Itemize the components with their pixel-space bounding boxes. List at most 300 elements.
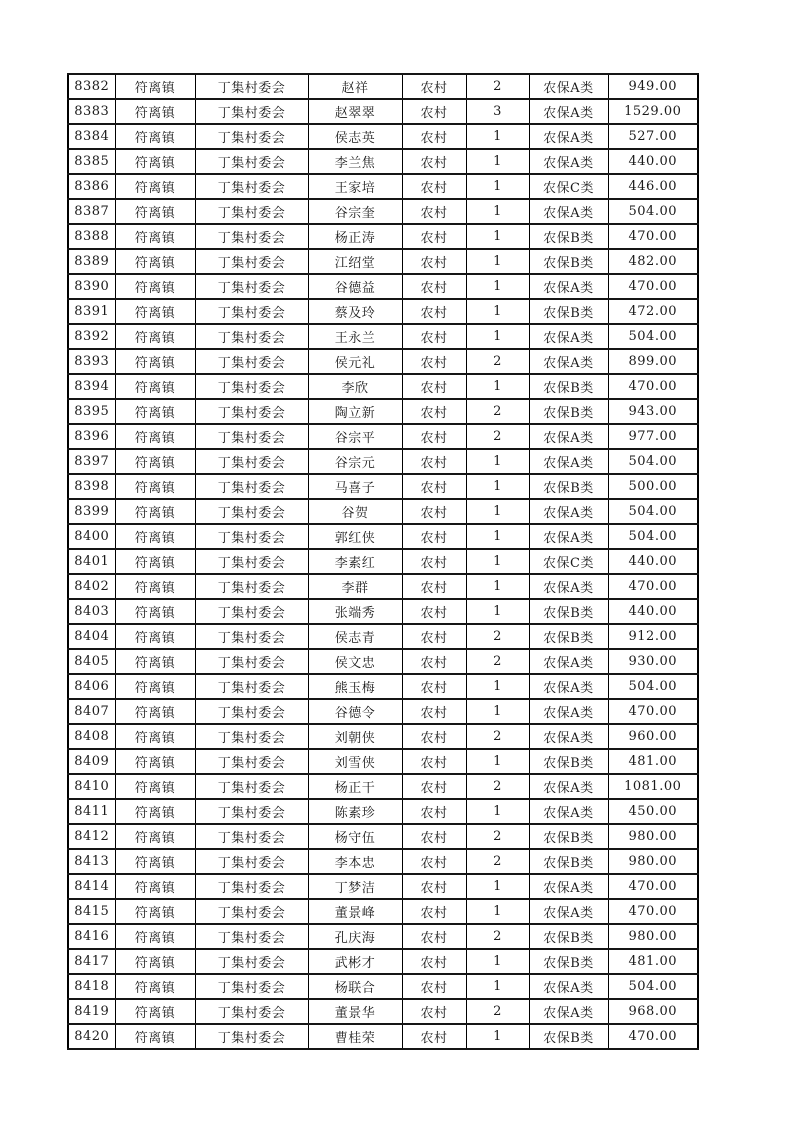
cell-person-name: 刘雪侠 xyxy=(308,749,402,774)
table-row xyxy=(68,624,698,649)
cell-person-count: 3 xyxy=(466,99,529,124)
cell-person-name: 李欣 xyxy=(308,374,402,399)
cell-insurance-category: 农保A类 xyxy=(529,99,608,124)
cell-person-name: 江绍堂 xyxy=(308,249,402,274)
cell-record-id: 8390 xyxy=(68,274,115,299)
table-row xyxy=(68,374,698,399)
cell-town: 符离镇 xyxy=(115,774,195,799)
cell-town: 符离镇 xyxy=(115,1024,195,1049)
cell-amount: 980.00 xyxy=(608,849,698,874)
cell-residence-type: 农村 xyxy=(402,199,466,224)
cell-town: 符离镇 xyxy=(115,124,195,149)
cell-town: 符离镇 xyxy=(115,74,195,99)
cell-residence-type: 农村 xyxy=(402,499,466,524)
cell-person-name: 王家培 xyxy=(308,174,402,199)
cell-insurance-category: 农保A类 xyxy=(529,449,608,474)
cell-insurance-category: 农保A类 xyxy=(529,724,608,749)
cell-record-id: 8410 xyxy=(68,774,115,799)
cell-village-committee: 丁集村委会 xyxy=(195,849,308,874)
cell-village-committee: 丁集村委会 xyxy=(195,374,308,399)
cell-town: 符离镇 xyxy=(115,199,195,224)
cell-person-count: 1 xyxy=(466,199,529,224)
cell-village-committee: 丁集村委会 xyxy=(195,549,308,574)
cell-amount: 470.00 xyxy=(608,699,698,724)
cell-village-committee: 丁集村委会 xyxy=(195,924,308,949)
cell-village-committee: 丁集村委会 xyxy=(195,824,308,849)
cell-residence-type: 农村 xyxy=(402,874,466,899)
table-row xyxy=(68,799,698,824)
cell-amount: 960.00 xyxy=(608,724,698,749)
cell-person-count: 1 xyxy=(466,699,529,724)
cell-village-committee: 丁集村委会 xyxy=(195,749,308,774)
cell-town: 符离镇 xyxy=(115,474,195,499)
table-row xyxy=(68,299,698,324)
table-row xyxy=(68,824,698,849)
cell-amount: 1529.00 xyxy=(608,99,698,124)
cell-person-count: 1 xyxy=(466,149,529,174)
cell-person-name: 李群 xyxy=(308,574,402,599)
cell-record-id: 8395 xyxy=(68,399,115,424)
cell-insurance-category: 农保A类 xyxy=(529,349,608,374)
cell-residence-type: 农村 xyxy=(402,399,466,424)
cell-village-committee: 丁集村委会 xyxy=(195,899,308,924)
cell-insurance-category: 农保C类 xyxy=(529,174,608,199)
table-row xyxy=(68,199,698,224)
cell-record-id: 8419 xyxy=(68,999,115,1024)
cell-town: 符离镇 xyxy=(115,299,195,324)
cell-residence-type: 农村 xyxy=(402,899,466,924)
cell-village-committee: 丁集村委会 xyxy=(195,574,308,599)
cell-person-count: 2 xyxy=(466,399,529,424)
cell-person-name: 谷贺 xyxy=(308,499,402,524)
table-row xyxy=(68,899,698,924)
cell-residence-type: 农村 xyxy=(402,599,466,624)
table-row xyxy=(68,99,698,124)
cell-record-id: 8407 xyxy=(68,699,115,724)
cell-residence-type: 农村 xyxy=(402,549,466,574)
cell-village-committee: 丁集村委会 xyxy=(195,199,308,224)
cell-record-id: 8418 xyxy=(68,974,115,999)
cell-town: 符离镇 xyxy=(115,899,195,924)
cell-person-count: 1 xyxy=(466,274,529,299)
cell-record-id: 8397 xyxy=(68,449,115,474)
cell-insurance-category: 农保B类 xyxy=(529,399,608,424)
cell-town: 符离镇 xyxy=(115,624,195,649)
cell-town: 符离镇 xyxy=(115,424,195,449)
cell-record-id: 8398 xyxy=(68,474,115,499)
cell-village-committee: 丁集村委会 xyxy=(195,449,308,474)
cell-insurance-category: 农保A类 xyxy=(529,674,608,699)
cell-person-count: 1 xyxy=(466,949,529,974)
cell-person-count: 1 xyxy=(466,574,529,599)
cell-amount: 470.00 xyxy=(608,374,698,399)
table-row xyxy=(68,249,698,274)
cell-amount: 504.00 xyxy=(608,974,698,999)
cell-person-count: 1 xyxy=(466,799,529,824)
cell-person-count: 1 xyxy=(466,749,529,774)
table-row xyxy=(68,874,698,899)
cell-person-name: 熊玉梅 xyxy=(308,674,402,699)
cell-person-name: 陈素珍 xyxy=(308,799,402,824)
table-row xyxy=(68,574,698,599)
cell-amount: 899.00 xyxy=(608,349,698,374)
cell-insurance-category: 农保A类 xyxy=(529,424,608,449)
cell-person-name: 谷宗奎 xyxy=(308,199,402,224)
cell-person-count: 2 xyxy=(466,624,529,649)
cell-residence-type: 农村 xyxy=(402,299,466,324)
cell-town: 符离镇 xyxy=(115,349,195,374)
cell-person-name: 李本忠 xyxy=(308,849,402,874)
cell-residence-type: 农村 xyxy=(402,424,466,449)
cell-person-count: 2 xyxy=(466,349,529,374)
cell-town: 符离镇 xyxy=(115,574,195,599)
cell-amount: 450.00 xyxy=(608,799,698,824)
cell-residence-type: 农村 xyxy=(402,849,466,874)
cell-insurance-category: 农保A类 xyxy=(529,199,608,224)
cell-residence-type: 农村 xyxy=(402,949,466,974)
table-row xyxy=(68,849,698,874)
cell-village-committee: 丁集村委会 xyxy=(195,399,308,424)
cell-record-id: 8387 xyxy=(68,199,115,224)
cell-town: 符离镇 xyxy=(115,249,195,274)
table-row xyxy=(68,349,698,374)
cell-amount: 472.00 xyxy=(608,299,698,324)
cell-person-count: 1 xyxy=(466,474,529,499)
cell-person-name: 谷德令 xyxy=(308,699,402,724)
cell-insurance-category: 农保A类 xyxy=(529,74,608,99)
cell-amount: 949.00 xyxy=(608,74,698,99)
cell-person-count: 1 xyxy=(466,874,529,899)
cell-person-count: 1 xyxy=(466,374,529,399)
cell-residence-type: 农村 xyxy=(402,674,466,699)
cell-residence-type: 农村 xyxy=(402,649,466,674)
cell-village-committee: 丁集村委会 xyxy=(195,299,308,324)
cell-town: 符离镇 xyxy=(115,749,195,774)
cell-village-committee: 丁集村委会 xyxy=(195,874,308,899)
cell-town: 符离镇 xyxy=(115,974,195,999)
cell-person-count: 1 xyxy=(466,499,529,524)
cell-record-id: 8414 xyxy=(68,874,115,899)
cell-record-id: 8417 xyxy=(68,949,115,974)
cell-record-id: 8393 xyxy=(68,349,115,374)
table-row xyxy=(68,124,698,149)
cell-town: 符离镇 xyxy=(115,499,195,524)
cell-record-id: 8411 xyxy=(68,799,115,824)
cell-residence-type: 农村 xyxy=(402,174,466,199)
cell-person-name: 赵祥 xyxy=(308,74,402,99)
cell-person-name: 陶立新 xyxy=(308,399,402,424)
cell-town: 符离镇 xyxy=(115,799,195,824)
cell-person-count: 2 xyxy=(466,774,529,799)
cell-amount: 504.00 xyxy=(608,524,698,549)
cell-residence-type: 农村 xyxy=(402,274,466,299)
cell-record-id: 8392 xyxy=(68,324,115,349)
cell-residence-type: 农村 xyxy=(402,724,466,749)
cell-amount: 446.00 xyxy=(608,174,698,199)
cell-amount: 504.00 xyxy=(608,199,698,224)
cell-residence-type: 农村 xyxy=(402,324,466,349)
cell-insurance-category: 农保A类 xyxy=(529,699,608,724)
cell-town: 符离镇 xyxy=(115,324,195,349)
cell-record-id: 8383 xyxy=(68,99,115,124)
cell-amount: 470.00 xyxy=(608,274,698,299)
cell-insurance-category: 农保A类 xyxy=(529,499,608,524)
cell-person-name: 谷宗平 xyxy=(308,424,402,449)
cell-residence-type: 农村 xyxy=(402,124,466,149)
cell-amount: 980.00 xyxy=(608,924,698,949)
table-row xyxy=(68,774,698,799)
cell-residence-type: 农村 xyxy=(402,374,466,399)
table-row xyxy=(68,224,698,249)
cell-village-committee: 丁集村委会 xyxy=(195,424,308,449)
cell-person-name: 侯元礼 xyxy=(308,349,402,374)
cell-village-committee: 丁集村委会 xyxy=(195,249,308,274)
cell-residence-type: 农村 xyxy=(402,624,466,649)
cell-town: 符离镇 xyxy=(115,174,195,199)
cell-person-name: 杨联合 xyxy=(308,974,402,999)
cell-record-id: 8420 xyxy=(68,1024,115,1049)
cell-insurance-category: 农保B类 xyxy=(529,599,608,624)
table-row xyxy=(68,274,698,299)
table-row xyxy=(68,999,698,1024)
cell-person-count: 1 xyxy=(466,1024,529,1049)
cell-person-name: 侯志英 xyxy=(308,124,402,149)
cell-insurance-category: 农保A类 xyxy=(529,274,608,299)
cell-village-committee: 丁集村委会 xyxy=(195,674,308,699)
cell-town: 符离镇 xyxy=(115,949,195,974)
cell-village-committee: 丁集村委会 xyxy=(195,224,308,249)
cell-town: 符离镇 xyxy=(115,274,195,299)
cell-person-name: 杨守伍 xyxy=(308,824,402,849)
cell-person-count: 1 xyxy=(466,549,529,574)
cell-person-count: 1 xyxy=(466,899,529,924)
cell-person-name: 王永兰 xyxy=(308,324,402,349)
cell-town: 符离镇 xyxy=(115,374,195,399)
cell-person-name: 侯文忠 xyxy=(308,649,402,674)
cell-insurance-category: 农保B类 xyxy=(529,849,608,874)
cell-record-id: 8389 xyxy=(68,249,115,274)
cell-town: 符离镇 xyxy=(115,99,195,124)
table-row xyxy=(68,949,698,974)
cell-amount: 504.00 xyxy=(608,449,698,474)
cell-insurance-category: 农保B类 xyxy=(529,474,608,499)
table-row xyxy=(68,549,698,574)
cell-town: 符离镇 xyxy=(115,724,195,749)
cell-amount: 440.00 xyxy=(608,149,698,174)
table-row xyxy=(68,699,698,724)
table-row xyxy=(68,924,698,949)
cell-record-id: 8400 xyxy=(68,524,115,549)
cell-village-committee: 丁集村委会 xyxy=(195,174,308,199)
cell-insurance-category: 农保A类 xyxy=(529,324,608,349)
cell-village-committee: 丁集村委会 xyxy=(195,649,308,674)
table-row xyxy=(68,649,698,674)
cell-town: 符离镇 xyxy=(115,399,195,424)
table-row xyxy=(68,324,698,349)
cell-town: 符离镇 xyxy=(115,549,195,574)
cell-record-id: 8391 xyxy=(68,299,115,324)
cell-amount: 470.00 xyxy=(608,1024,698,1049)
cell-person-count: 1 xyxy=(466,974,529,999)
cell-person-name: 赵翠翠 xyxy=(308,99,402,124)
cell-insurance-category: 农保B类 xyxy=(529,924,608,949)
cell-person-count: 2 xyxy=(466,424,529,449)
cell-person-count: 1 xyxy=(466,599,529,624)
cell-person-name: 谷宗元 xyxy=(308,449,402,474)
cell-amount: 977.00 xyxy=(608,424,698,449)
cell-village-committee: 丁集村委会 xyxy=(195,599,308,624)
cell-amount: 481.00 xyxy=(608,949,698,974)
cell-village-committee: 丁集村委会 xyxy=(195,524,308,549)
cell-amount: 504.00 xyxy=(608,674,698,699)
cell-insurance-category: 农保A类 xyxy=(529,799,608,824)
cell-residence-type: 农村 xyxy=(402,749,466,774)
cell-person-count: 1 xyxy=(466,124,529,149)
cell-village-committee: 丁集村委会 xyxy=(195,99,308,124)
cell-record-id: 8403 xyxy=(68,599,115,624)
cell-amount: 481.00 xyxy=(608,749,698,774)
cell-town: 符离镇 xyxy=(115,924,195,949)
cell-town: 符离镇 xyxy=(115,674,195,699)
payment-roster-table xyxy=(67,73,699,1050)
cell-village-committee: 丁集村委会 xyxy=(195,799,308,824)
cell-amount: 504.00 xyxy=(608,499,698,524)
cell-village-committee: 丁集村委会 xyxy=(195,699,308,724)
cell-residence-type: 农村 xyxy=(402,149,466,174)
table-row xyxy=(68,399,698,424)
cell-village-committee: 丁集村委会 xyxy=(195,974,308,999)
cell-amount: 930.00 xyxy=(608,649,698,674)
cell-residence-type: 农村 xyxy=(402,1024,466,1049)
cell-amount: 470.00 xyxy=(608,224,698,249)
cell-insurance-category: 农保A类 xyxy=(529,899,608,924)
cell-person-count: 1 xyxy=(466,174,529,199)
cell-village-committee: 丁集村委会 xyxy=(195,624,308,649)
cell-residence-type: 农村 xyxy=(402,699,466,724)
cell-insurance-category: 农保A类 xyxy=(529,524,608,549)
table-row xyxy=(68,74,698,99)
cell-person-name: 孔庆海 xyxy=(308,924,402,949)
cell-person-count: 2 xyxy=(466,849,529,874)
cell-insurance-category: 农保A类 xyxy=(529,149,608,174)
cell-amount: 1081.00 xyxy=(608,774,698,799)
cell-amount: 470.00 xyxy=(608,899,698,924)
cell-person-name: 张端秀 xyxy=(308,599,402,624)
cell-record-id: 8384 xyxy=(68,124,115,149)
cell-village-committee: 丁集村委会 xyxy=(195,999,308,1024)
cell-person-name: 董景峰 xyxy=(308,899,402,924)
cell-village-committee: 丁集村委会 xyxy=(195,274,308,299)
cell-record-id: 8406 xyxy=(68,674,115,699)
cell-insurance-category: 农保A类 xyxy=(529,124,608,149)
cell-town: 符离镇 xyxy=(115,524,195,549)
table-row xyxy=(68,749,698,774)
cell-record-id: 8413 xyxy=(68,849,115,874)
cell-residence-type: 农村 xyxy=(402,799,466,824)
table-row xyxy=(68,449,698,474)
cell-person-name: 李素红 xyxy=(308,549,402,574)
cell-person-name: 董景华 xyxy=(308,999,402,1024)
cell-person-count: 1 xyxy=(466,224,529,249)
cell-person-count: 2 xyxy=(466,824,529,849)
cell-amount: 470.00 xyxy=(608,574,698,599)
cell-village-committee: 丁集村委会 xyxy=(195,949,308,974)
table-row xyxy=(68,1024,698,1049)
table-row xyxy=(68,499,698,524)
cell-insurance-category: 农保B类 xyxy=(529,374,608,399)
cell-insurance-category: 农保A类 xyxy=(529,774,608,799)
cell-person-count: 2 xyxy=(466,724,529,749)
cell-record-id: 8385 xyxy=(68,149,115,174)
cell-person-count: 2 xyxy=(466,999,529,1024)
cell-record-id: 8401 xyxy=(68,549,115,574)
table-row xyxy=(68,599,698,624)
cell-insurance-category: 农保B类 xyxy=(529,949,608,974)
cell-insurance-category: 农保B类 xyxy=(529,824,608,849)
cell-residence-type: 农村 xyxy=(402,74,466,99)
cell-residence-type: 农村 xyxy=(402,99,466,124)
cell-insurance-category: 农保B类 xyxy=(529,1024,608,1049)
cell-insurance-category: 农保A类 xyxy=(529,974,608,999)
cell-insurance-category: 农保B类 xyxy=(529,749,608,774)
cell-residence-type: 农村 xyxy=(402,249,466,274)
cell-residence-type: 农村 xyxy=(402,449,466,474)
cell-record-id: 8409 xyxy=(68,749,115,774)
cell-village-committee: 丁集村委会 xyxy=(195,349,308,374)
table-row xyxy=(68,474,698,499)
cell-insurance-category: 农保B类 xyxy=(529,299,608,324)
cell-insurance-category: 农保B类 xyxy=(529,224,608,249)
cell-amount: 504.00 xyxy=(608,324,698,349)
cell-person-name: 杨正涛 xyxy=(308,224,402,249)
cell-record-id: 8416 xyxy=(68,924,115,949)
cell-person-name: 蔡及玲 xyxy=(308,299,402,324)
cell-town: 符离镇 xyxy=(115,449,195,474)
table-row xyxy=(68,674,698,699)
cell-person-count: 1 xyxy=(466,299,529,324)
cell-town: 符离镇 xyxy=(115,874,195,899)
cell-amount: 912.00 xyxy=(608,624,698,649)
cell-person-name: 郭红侠 xyxy=(308,524,402,549)
table-row xyxy=(68,149,698,174)
cell-insurance-category: 农保A类 xyxy=(529,649,608,674)
cell-residence-type: 农村 xyxy=(402,924,466,949)
cell-record-id: 8399 xyxy=(68,499,115,524)
cell-residence-type: 农村 xyxy=(402,824,466,849)
cell-person-count: 1 xyxy=(466,324,529,349)
cell-insurance-category: 农保A类 xyxy=(529,874,608,899)
cell-record-id: 8404 xyxy=(68,624,115,649)
cell-record-id: 8382 xyxy=(68,74,115,99)
cell-residence-type: 农村 xyxy=(402,474,466,499)
cell-person-name: 杨正干 xyxy=(308,774,402,799)
cell-record-id: 8408 xyxy=(68,724,115,749)
cell-person-name: 曹桂荣 xyxy=(308,1024,402,1049)
cell-village-committee: 丁集村委会 xyxy=(195,74,308,99)
cell-person-count: 2 xyxy=(466,74,529,99)
cell-town: 符离镇 xyxy=(115,849,195,874)
cell-town: 符离镇 xyxy=(115,224,195,249)
cell-village-committee: 丁集村委会 xyxy=(195,499,308,524)
cell-residence-type: 农村 xyxy=(402,999,466,1024)
cell-amount: 440.00 xyxy=(608,599,698,624)
cell-person-name: 刘朝侠 xyxy=(308,724,402,749)
cell-village-committee: 丁集村委会 xyxy=(195,1024,308,1049)
cell-residence-type: 农村 xyxy=(402,224,466,249)
cell-village-committee: 丁集村委会 xyxy=(195,324,308,349)
cell-record-id: 8394 xyxy=(68,374,115,399)
cell-town: 符离镇 xyxy=(115,649,195,674)
